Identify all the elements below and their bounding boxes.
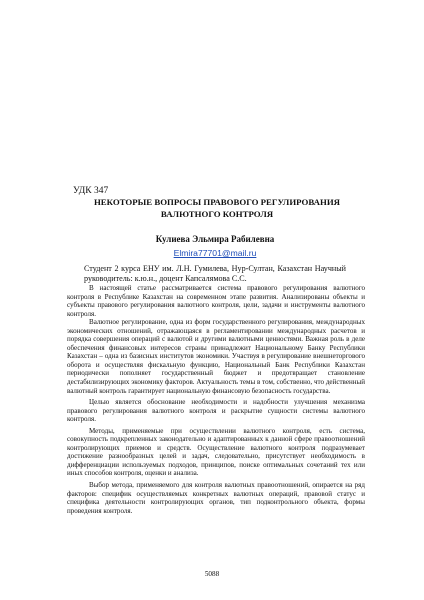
author-affiliation: Студент 2 курса ЕНУ им. Л.Н. Гумилева, Нур-Султан, Казахстан Научный руководитель: к.ю.н., доцент Капсалямова С.С.	[84, 264, 346, 283]
body-paragraph: Выбор метода, применяемого для контроля валютных правоотношений, опирается на ряд факторов: специфик осуществляемых конкретных валютных операций, правовой статус и специфика деятельности контролирующих органов, тип подконтрольного объекта, формы проведения контроля.	[67, 481, 365, 515]
udc-code: УДК 347	[73, 186, 109, 196]
article-title: НЕКОТОРЫЕ ВОПРОСЫ ПРАВОВОГО РЕГУЛИРОВАНИЯ ВАЛЮТНОГО КОНТРОЛЯ	[93, 197, 341, 219]
body-paragraph: В настоящей статье рассматривается система правового регулирования валютного контроля в Республике Казахстан на современном этапе развития. Анализированы объекты и субъекты правового регулирования валютного контроля, цели, задачи и инструменты валютного контроля.	[67, 284, 365, 318]
article-body	[67, 284, 365, 515]
author-name: Кулиева Эльмира Рабилевна	[155, 234, 275, 244]
page-number: 5088	[204, 570, 220, 578]
author-email-link[interactable]: Elmira77701@mail.ru	[173, 248, 257, 258]
body-paragraph: Валютное регулирование, одна из форм государственного регулирования, международных экономических отношений, отражающаяся в регламентировании международных расчетов и порядка совершения операций с валютой и другими валютными ценностями. Важная роль в деле обеспечения финансовых интересов страны принадлежит Национальному Банку Республики Казахстан – одна из базисных институтов экономики. Участвуя в регулирование внешнеторгового оборота и осуществляя фискальную функцию, Национальный Банк Республики Казахстан периодически пополняет государственный бюджет и предотвращает становление дестабилизирующих экономику факторов. Актуальность темы в том, собственно, что действенный валютный контроль гарантирует национальную финансовую безопасность государства.	[67, 318, 365, 395]
body-paragraph: Методы, применяемые при осуществлении валютного контроля, есть система, совокупность подкрепленных законодательно и адаптированных к данной сфере правоотношений контролирующих приемов и средств. Осуществление валютного контроля подразумевает достижение разнообразных целей и задач, следовательно, присутствует необходимость в дифференциации используемых подходов, принципов, поиске оптимальных сочетаний тех или иных способов контроля, оценки и анализа.	[67, 426, 365, 478]
body-paragraph: Целью является обоснование необходимости и надобности улучшения механизма правового регулирования валютного контроля и раскрытие сущности системы валютного контроля.	[67, 398, 365, 424]
